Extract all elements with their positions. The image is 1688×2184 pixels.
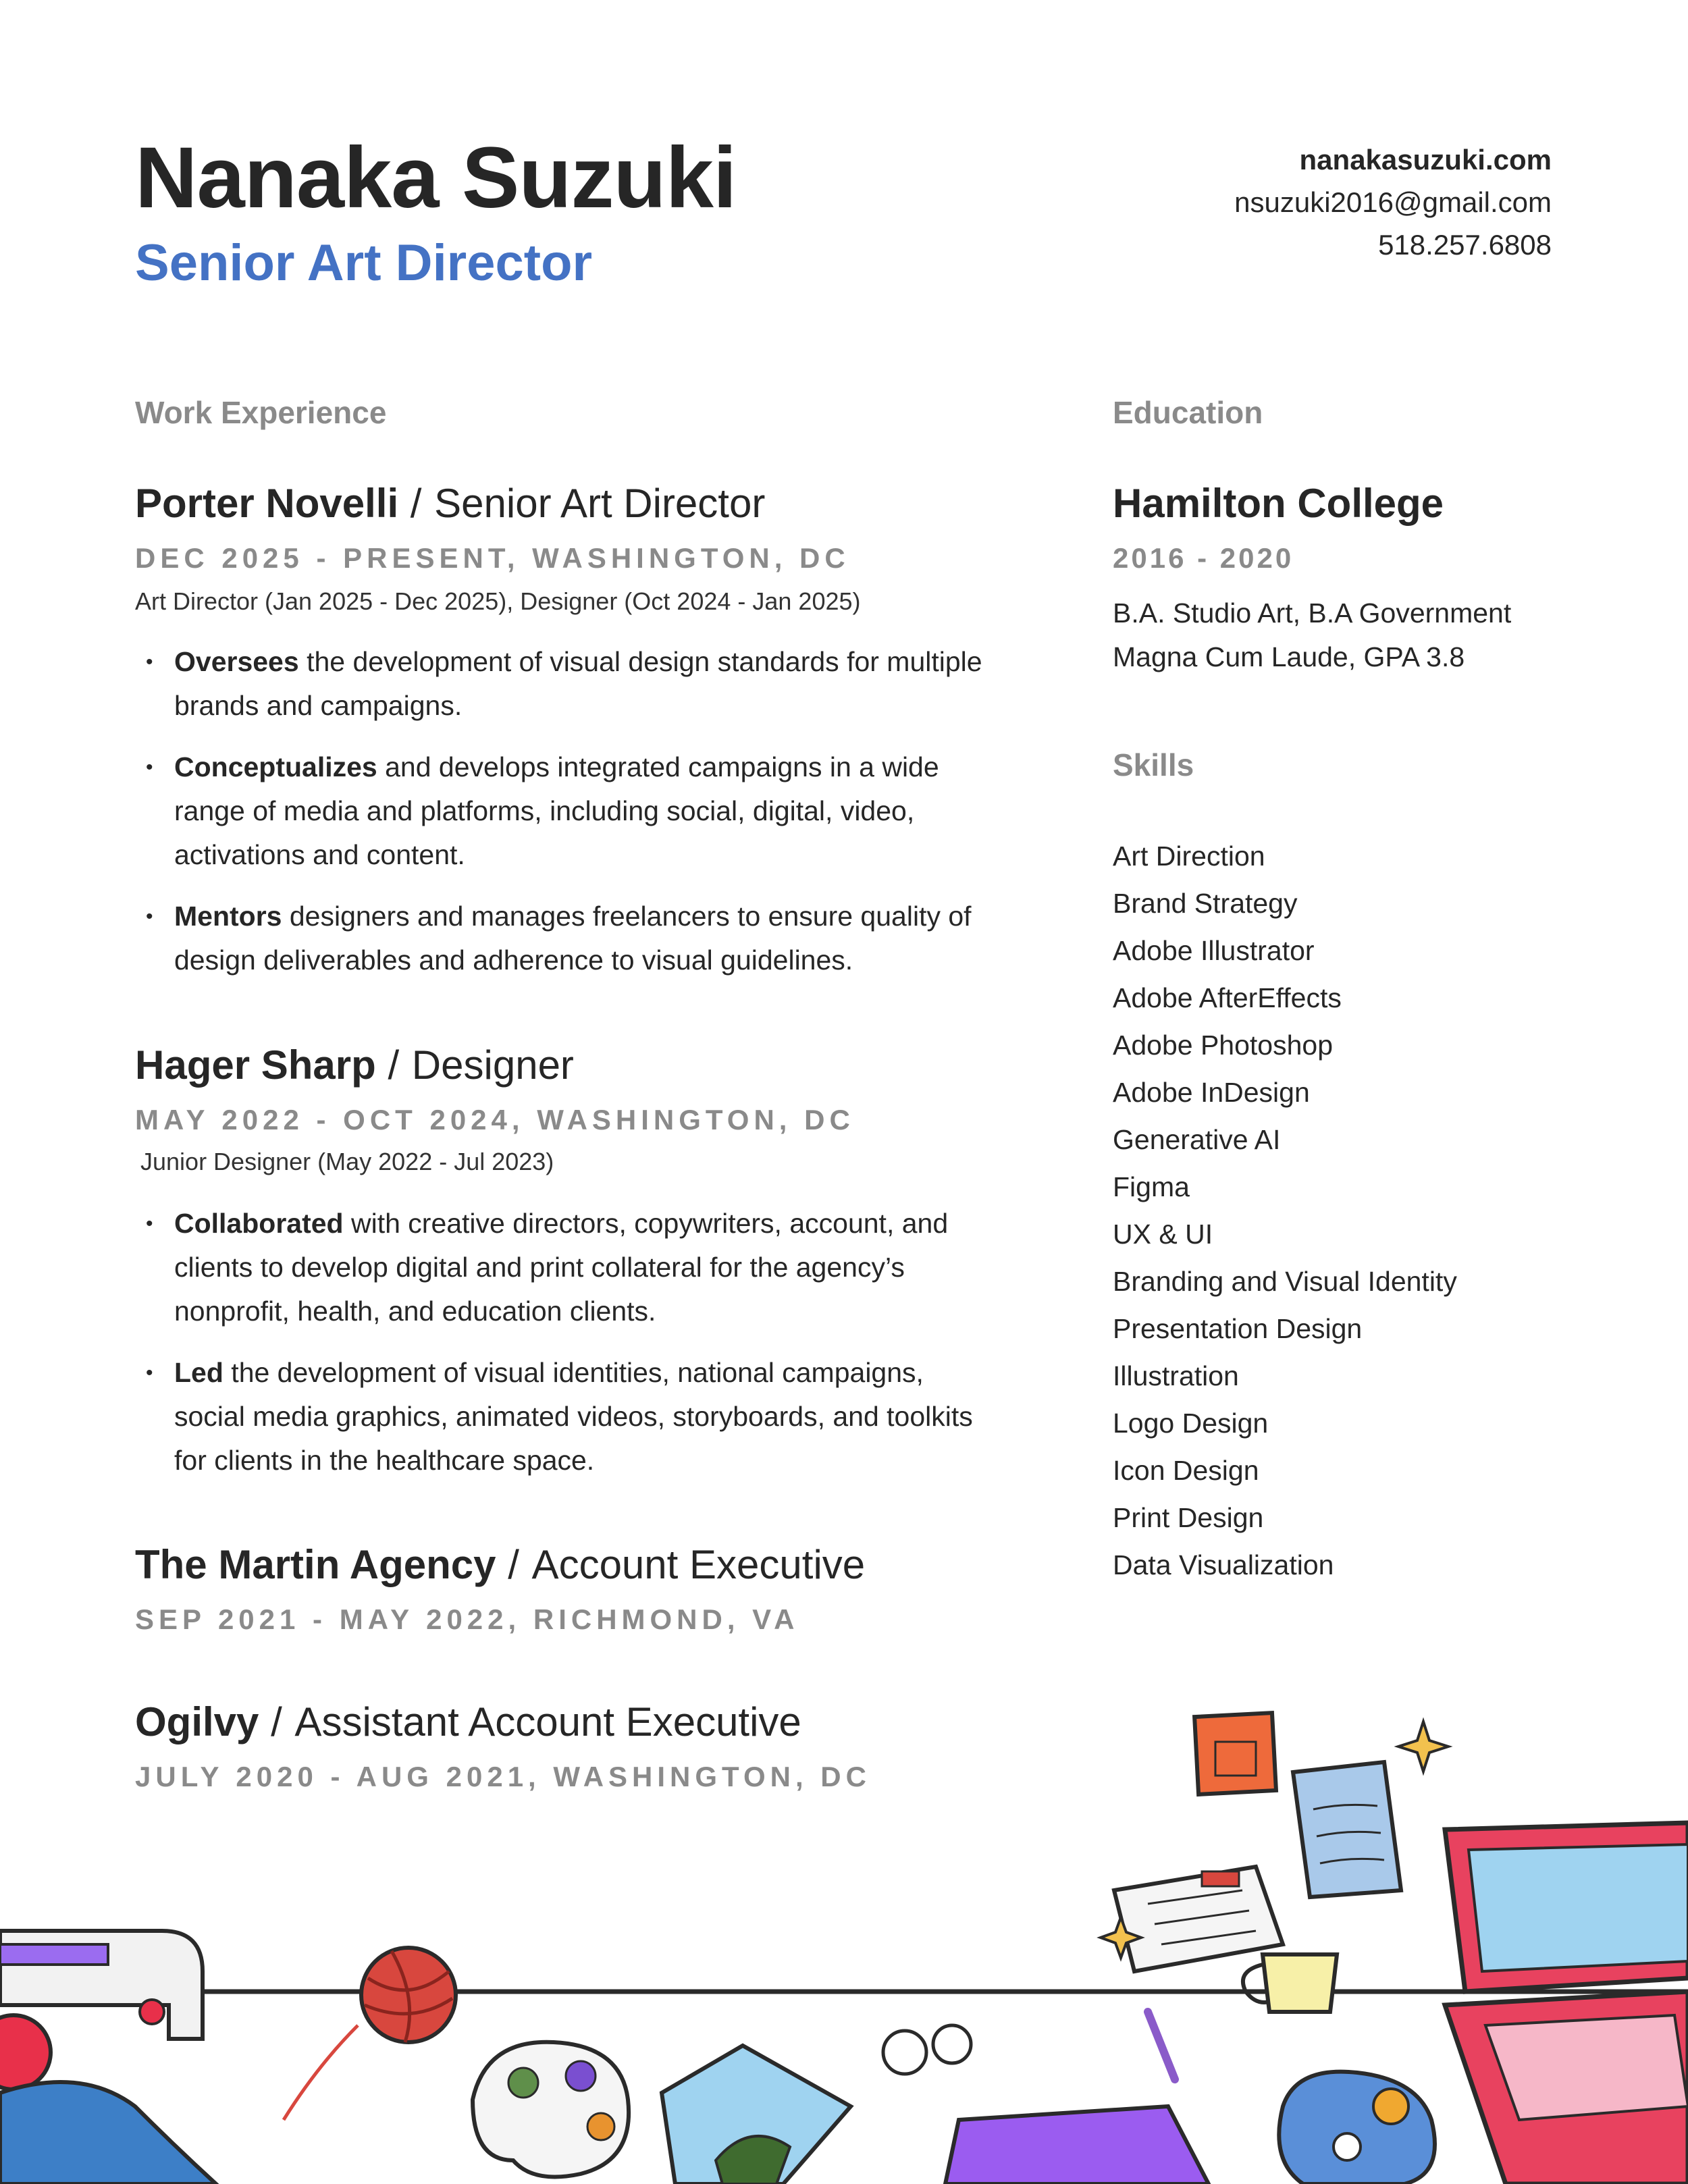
job-role: Assistant Account Executive: [294, 1699, 801, 1744]
job-company: Porter Novelli: [135, 481, 399, 526]
sparkle-icon: [1398, 1722, 1448, 1772]
calendar-icon: [1114, 1867, 1283, 1971]
candidate-title: Senior Art Director: [135, 234, 593, 292]
crumpled-paper-icon: [883, 2025, 971, 2074]
sewing-machine-icon: [0, 1931, 216, 2184]
job-company: Ogilvy: [135, 1699, 259, 1744]
contact-block: [1234, 138, 1552, 266]
sticky-note-icon: [1293, 1762, 1401, 1897]
skills-list: [1113, 832, 1457, 1589]
job-dates: MAY 2022 - OCT 2024, WASHINGTON, DC: [135, 1104, 855, 1136]
honors: Magna Cum Laude, GPA 3.8: [1113, 641, 1465, 672]
school-name: Hamilton College: [1113, 481, 1444, 526]
education-years: 2016 - 2020: [1113, 542, 1294, 574]
job-dates: SEP 2021 - MAY 2022, RICHMOND, VA: [135, 1603, 799, 1635]
email-link[interactable]: nsuzuki2016@gmail.com: [1234, 186, 1552, 218]
skill-item: Adobe InDesign: [1113, 1077, 1310, 1108]
job-bullets: [136, 1202, 994, 1500]
sketchbook-icon: [662, 2046, 851, 2184]
candidate-name: Nanaka Suzuki: [135, 130, 737, 226]
skill-item: Logo Design: [1113, 1408, 1269, 1439]
skills-heading: Skills: [1113, 747, 1194, 782]
job-subrole: Art Director (Jan 2025 - Dec 2025), Designer (Oct 2024 - Jan 2025): [135, 587, 861, 615]
skill-item: Adobe Photoshop: [1113, 1030, 1333, 1061]
skill-item: Adobe AfterEffects: [1113, 982, 1342, 1013]
skill-item: Icon Design: [1113, 1455, 1259, 1486]
desk-illustration: [0, 1688, 1688, 2184]
job-role: Designer: [411, 1042, 574, 1088]
job-heading: Ogilvy / Assistant Account Executive: [135, 1699, 801, 1744]
skill-item: Art Direction: [1113, 841, 1265, 872]
skill-item: Data Visualization: [1113, 1549, 1334, 1580]
skill-item: Presentation Design: [1113, 1313, 1363, 1344]
palette-icon: [473, 2042, 629, 2177]
work-experience-heading: Work Experience: [135, 395, 387, 430]
job-company: The Martin Agency: [135, 1542, 496, 1587]
phone-number: 518.257.6808: [1378, 229, 1552, 261]
job-subrole: Junior Designer (May 2022 - Jul 2023): [140, 1148, 554, 1175]
list-item: • Conceptualizes and develops integrated campaigns in a wide range of media and platforms, including social, digital, video, activations and content.: [146, 751, 939, 870]
job-dates: JULY 2020 - AUG 2021, WASHINGTON, DC: [135, 1761, 871, 1792]
skill-item: Illustration: [1113, 1360, 1239, 1391]
degree: B.A. Studio Art, B.A Government: [1113, 597, 1512, 629]
list-item: • Mentors designers and manages freelancers to ensure quality of design deliverables and adherence to visual guidelines.: [146, 901, 972, 976]
yarn-ball-icon: [284, 1948, 456, 2120]
skill-item: Adobe Illustrator: [1113, 935, 1315, 966]
job-role: Account Executive: [531, 1542, 866, 1587]
skill-item: Branding and Visual Identity: [1113, 1266, 1457, 1297]
job-dates: DEC 2025 - PRESENT, WASHINGTON, DC: [135, 542, 850, 574]
list-item: • Oversees the development of visual design standards for multiple brands and campaigns.: [146, 646, 982, 721]
skill-item: Print Design: [1113, 1502, 1264, 1533]
laptop-icon: [1445, 1823, 1688, 2184]
skill-item: UX & UI: [1113, 1219, 1213, 1250]
website-link[interactable]: nanakasuzuki.com: [1299, 144, 1552, 176]
skill-item: Generative AI: [1113, 1124, 1281, 1155]
job-heading: Hager Sharp / Designer: [135, 1042, 574, 1088]
job-company: Hager Sharp: [135, 1042, 376, 1088]
skill-item: Figma: [1113, 1171, 1190, 1202]
job-heading: The Martin Agency / Account Executive: [135, 1542, 866, 1587]
list-item: • Collaborated with creative directors, copywriters, account, and clients to develop digital and print collateral for the agency’s nonprofit, health, and education clients.: [146, 1208, 949, 1327]
job-bullets: [136, 640, 994, 1000]
job-heading: Porter Novelli / Senior Art Director: [135, 481, 766, 526]
drawing-tablet-icon: [945, 2012, 1209, 2184]
skill-item: Brand Strategy: [1113, 888, 1298, 919]
sticky-note-icon: [1194, 1713, 1276, 1794]
coffee-mug-icon: [1243, 1954, 1337, 2012]
education-heading: Education: [1113, 395, 1263, 430]
list-item: • Led the development of visual identities, national campaigns, social media graphics, animated videos, storyboards, and toolkits for clients in the healthcare space.: [146, 1357, 973, 1476]
job-role: Senior Art Director: [434, 481, 766, 526]
game-controller-icon: [1279, 2072, 1435, 2184]
